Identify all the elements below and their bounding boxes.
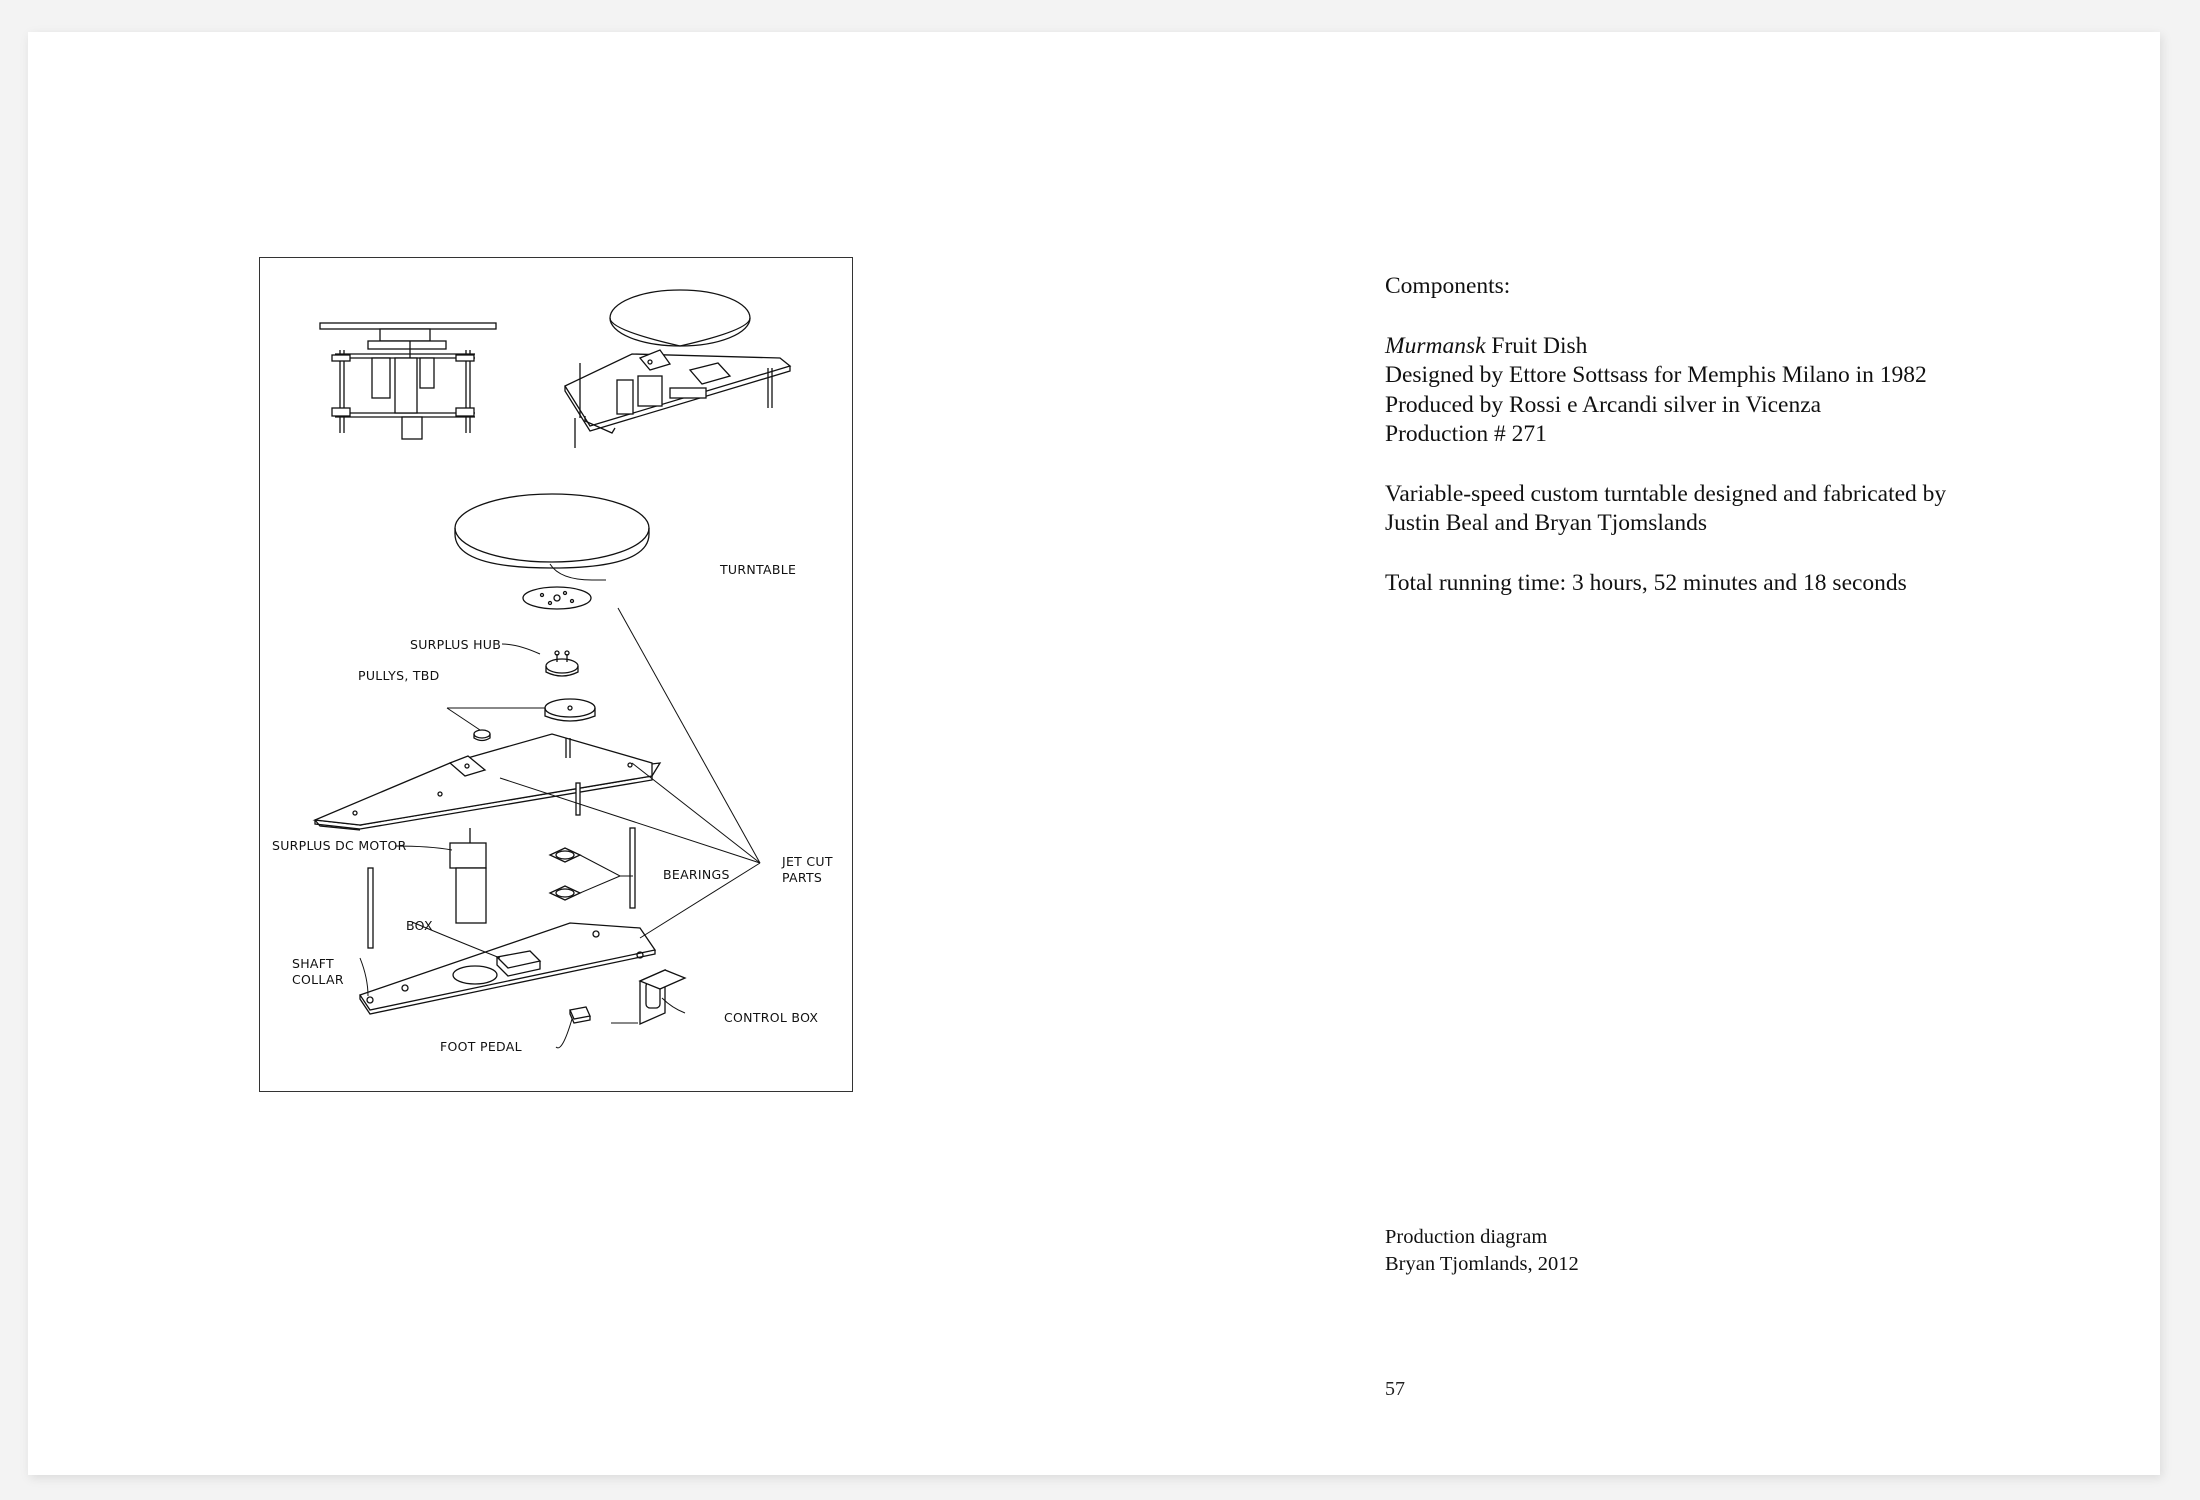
page-number: 57: [1385, 1378, 1405, 1400]
label-shaft-collar-line2: COLLAR: [292, 972, 344, 987]
label-jet-cut-line2: PARTS: [782, 870, 823, 885]
label-pullys: PULLYS, TBD: [358, 668, 440, 683]
caption-line-1: Production diagram: [1385, 1226, 1548, 1248]
turntable-line-1: Variable-speed custom turntable designed and fabricated by: [1385, 480, 1947, 507]
producer-line: Produced by Rossi e Arcandi silver in Vicenza: [1385, 391, 1822, 418]
label-turntable: TURNTABLE: [720, 562, 797, 577]
fruit-dish-rest: Fruit Dish: [1485, 332, 1588, 359]
exploded-view: [315, 494, 685, 1024]
running-time: Total running time: 3 hours, 52 minutes and 18 seconds: [1385, 569, 1907, 596]
exploded-turntable-drawing: [260, 258, 852, 1091]
label-surplus-hub: SURPLUS HUB: [410, 637, 502, 652]
label-foot-pedal: FOOT PEDAL: [440, 1039, 522, 1054]
label-jet-cut-line1: JET CUT: [782, 854, 833, 869]
turntable-line-2: Justin Beal and Bryan Tjomslands: [1385, 510, 1708, 536]
label-shaft-collar-line1: SHAFT: [292, 956, 334, 971]
components-text: [1385, 272, 2085, 598]
fruit-dish-line: [1385, 332, 2085, 362]
fruit-dish-title: Murmansk: [1385, 332, 1486, 359]
components-heading: Components:: [1385, 273, 1511, 299]
figure-caption: [1385, 1224, 1579, 1278]
assembled-side-view: [320, 323, 496, 439]
label-control-box: CONTROL BOX: [724, 1010, 819, 1025]
caption-line-2: Bryan Tjomlands, 2012: [1385, 1253, 1579, 1275]
designer-line: Designed by Ettore Sottsass for Memphis Milano in 1982: [1385, 362, 1927, 388]
production-diagram: [259, 257, 853, 1092]
production-number: Production # 271: [1385, 421, 1547, 447]
assembled-perspective-view: [565, 290, 790, 448]
label-surplus-dc-motor: SURPLUS DC MOTOR: [272, 838, 407, 853]
label-bearings: BEARINGS: [663, 867, 730, 882]
book-page: [28, 32, 2160, 1475]
label-box: BOX: [406, 918, 433, 933]
